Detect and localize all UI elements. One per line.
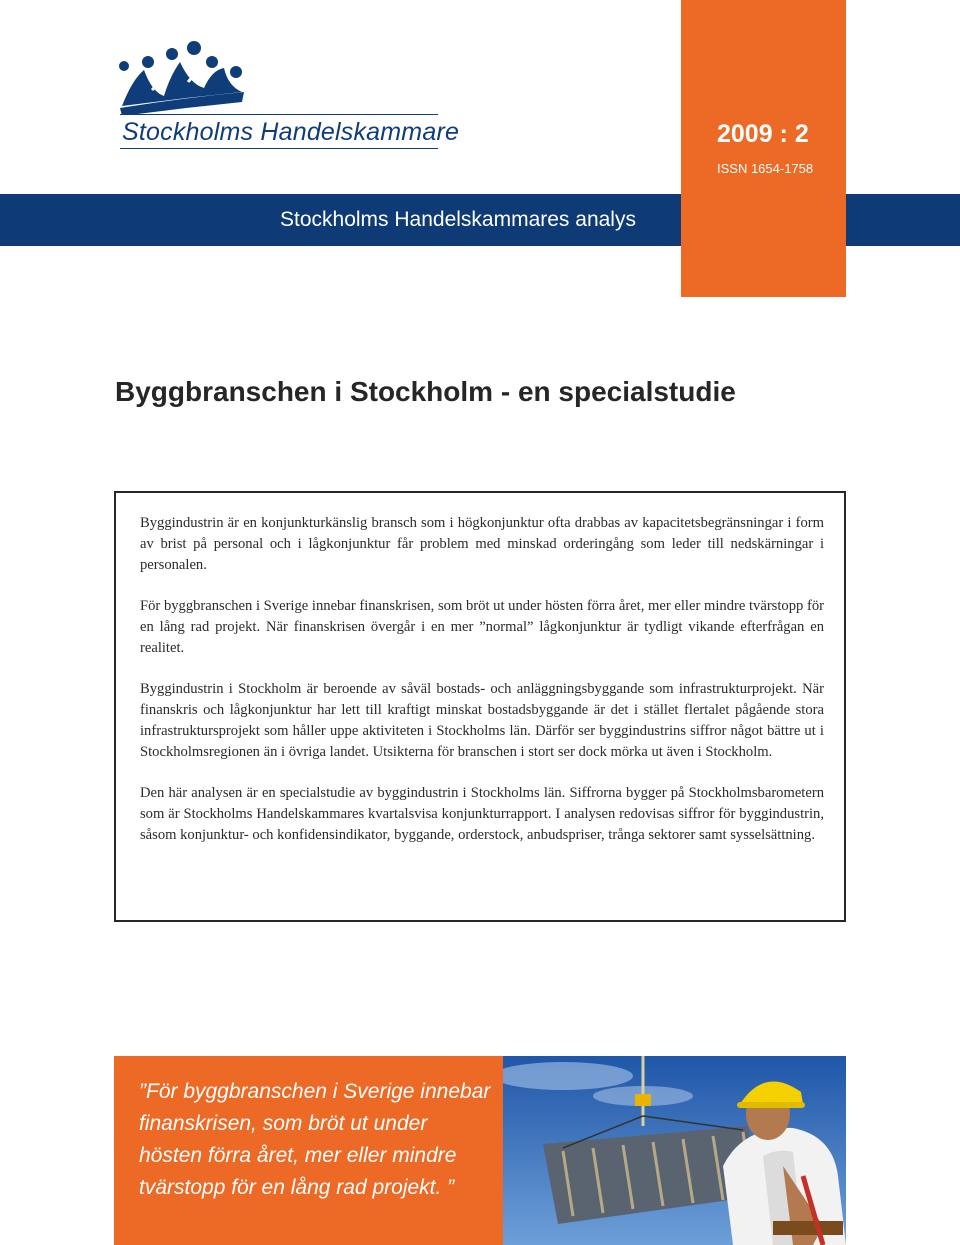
construction-photo	[503, 1056, 846, 1245]
abstract-paragraph: Byggindustrin i Stockholm är beroende av såväl bostads- och anläggningsbyggande som infrastrukturprojekt. När finanskris och lågkonjunktur har lett till kraftigt minskat bostadsbyggande är det i stället flertalet pågående stora infrastruktursprojekt som håller uppe aktiviteten i Stockholms län. Därför ser byggindustrins siffror något bättre ut i Stockholmsregionen än i övriga landet. Utsikterna för branschen i stort ser dock mörka ut även i Stockholm.	[140, 681, 824, 760]
logo-rule-bottom	[120, 148, 438, 149]
pull-quote: ”För byggbranschen i Sverige innebar finanskrisen, som bröt ut under hösten förra året, mer eller mindre tvärstopp för en lång rad projekt. ”	[139, 1080, 491, 1199]
issue-number: 2009 : 2	[717, 120, 809, 148]
issn-label: ISSN 1654-1758	[717, 161, 814, 176]
abstract-paragraph: Byggindustrin är en konjunkturkänslig bransch som i högkonjunktur ofta drabbas av kapacitetsbegränsningar i form av brist på personal och i lågkonjunktur får problem med minskad orderingång som leder till nedskärningar i personalen.	[140, 515, 824, 573]
abstract-box	[114, 491, 846, 922]
crown-icon	[112, 40, 252, 115]
logo-wordmark: Stockholms Handelskammare	[122, 118, 460, 146]
pull-quote-box	[114, 1056, 503, 1245]
abstract-text	[140, 513, 824, 846]
abstract-paragraph: För byggbranschen i Sverige innebar finanskrisen, som bröt ut under hösten förra året, mer eller mindre tvärstopp för en lång rad projekt. När finanskrisen övergår i en mer ”normal” lågkonjunktur är tydligt vikande efterfrågan en realitet.	[140, 598, 824, 656]
logo-rule-top	[120, 114, 438, 115]
series-title: Stockholms Handelskammares analys	[280, 208, 636, 231]
abstract-paragraph: Den här analysen är en specialstudie av byggindustrin i Stockholms län. Siffrorna bygger på Stockholmsbarometern som är Stockholms Handelskammares kvartalsvisa konjunkturrapport. I analysen redovisas siffror för byggindustrin, såsom konjunktur- och konfidensindikator, byggande, orderstock, anbudspriser, trånga sektorer samt sysselsättning.	[140, 785, 824, 843]
document-title: Byggbranschen i Stockholm - en specialstudie	[115, 376, 736, 407]
brand-logo	[112, 40, 460, 155]
